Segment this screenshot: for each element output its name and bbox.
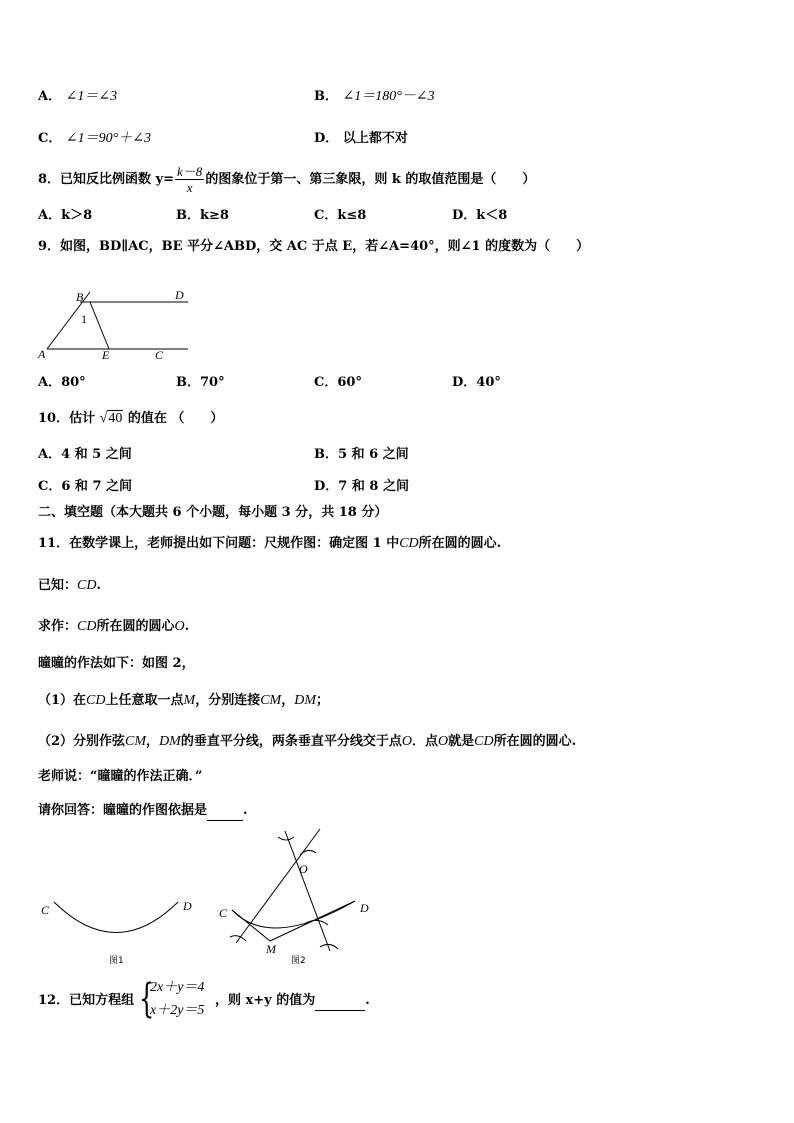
q10-suffix: 的值在 （ ） [127, 411, 224, 426]
q12-suffix [215, 992, 370, 1011]
q7-option-a [38, 88, 117, 106]
label-d: D [360, 901, 369, 915]
arc-cd-symbol: CD [77, 619, 97, 634]
arc-cd-symbol: CD [77, 578, 97, 593]
option-expression: ∠1＝180°－∠3 [342, 89, 435, 104]
q7-option-d [314, 130, 408, 148]
q9-stem: 9．如图，BD∥AC，BE 平分∠ABD，交 AC 于点 E，若∠A=40°，则∠1 的度数为（ ） [38, 239, 590, 254]
label-c: C [41, 903, 50, 917]
arc-cd [54, 902, 178, 933]
answer-blank[interactable] [315, 992, 365, 1011]
bisector-cm [236, 829, 320, 943]
step2-text: 的垂直平分线，两条垂直平分线交于点 [180, 734, 402, 749]
option-label: B． [314, 89, 338, 104]
q11-step-1 [38, 692, 329, 710]
step2-text-2: ．点 [411, 734, 438, 749]
step1-middle: 上任意取一点 [105, 693, 184, 708]
q12-suffix-text: ，则 x+y 的值为 [215, 993, 316, 1008]
separator: ， [146, 734, 160, 749]
arc-cd-symbol: CD [86, 693, 106, 708]
point-o: O [174, 619, 185, 634]
q8-prefix: 8．已知反比例函数 y= [38, 172, 175, 187]
label-d: D [183, 899, 192, 913]
construction-mark [278, 837, 294, 840]
fraction-denominator: x [186, 180, 193, 195]
label-c: C [219, 906, 228, 920]
q12-prefix: 12．已知方程组 [38, 993, 135, 1008]
q11-figure-2 [212, 825, 382, 968]
label-m: M [266, 942, 276, 956]
step1-prefix: （1）在 [38, 693, 87, 708]
q11-stem-suffix: 所在圆的圆心. [418, 536, 502, 551]
q8-stem [38, 163, 535, 197]
option-expression: ∠1＝90°＋∠3 [65, 131, 151, 146]
known-end: . [96, 578, 101, 593]
q8-option-d: D．k＜8 [452, 208, 508, 223]
figure-caption: 图1 [109, 956, 124, 966]
sqrt-expression: √40 [99, 411, 123, 426]
task-middle: 所在圆的圆心 [96, 619, 175, 634]
option-expression: ∠1＝∠3 [65, 89, 118, 104]
q11-step-2 [38, 733, 576, 751]
q10-option-c: C．6 和 7 之间 [38, 479, 133, 494]
task-end: . [184, 619, 190, 634]
q11-figure-1 [38, 895, 208, 970]
q9-figure [36, 268, 192, 366]
q7-option-c [38, 130, 151, 148]
line-be [90, 302, 109, 349]
step2-end: 所在圆的圆心. [493, 734, 577, 749]
point-o: O [438, 734, 449, 749]
point-o: O [401, 734, 412, 749]
fraction-numerator: k－8 [177, 164, 203, 179]
step2-text-3: 就是 [448, 734, 475, 749]
q8-option-b: B．k≥8 [176, 208, 229, 223]
q8-fraction [175, 164, 204, 195]
segment-dm: DM [159, 734, 181, 749]
q11-task [38, 618, 189, 636]
label-c: C [155, 348, 164, 362]
segment-cm: CM [260, 693, 282, 708]
figure-caption: 图2 [291, 956, 306, 966]
q8-option-c: C．k≤8 [314, 208, 367, 223]
known-label: 已知： [38, 578, 78, 593]
q10-option-d: D．7 和 8 之间 [314, 479, 409, 494]
q10-option-b: B．5 和 6 之间 [314, 447, 409, 462]
step2-prefix: （2）分别作弦 [38, 734, 126, 749]
q7-option-b [314, 88, 435, 106]
q10-prefix: 10．估计 [38, 411, 96, 426]
q11-answer-line [38, 802, 248, 821]
option-label: C． [38, 131, 62, 146]
section-title: 二、填空题（本大题共 6 个小题，每小题 3 分，共 18 分） [38, 505, 388, 520]
q11-method-intro: 曈曈的作法如下：如图 2， [38, 656, 195, 671]
q8-option-a: A．k＞8 [38, 208, 93, 223]
task-label: 求作： [38, 619, 78, 634]
q10-option-a: A．4 和 5 之间 [38, 447, 132, 462]
q11-teacher-remark: 老师说：“曈曈的作法正确．” [38, 769, 203, 784]
answer-end: . [243, 803, 248, 818]
option-text: 以上都不对 [342, 131, 408, 146]
step1-end: ； [316, 693, 330, 708]
radicand: 40 [108, 411, 123, 426]
answer-blank[interactable] [207, 802, 243, 821]
q9-option-b: B．70° [176, 375, 225, 390]
point-m: M [183, 693, 196, 708]
label-b: B [76, 290, 84, 304]
label-a: A [38, 347, 46, 361]
answer-prompt: 请你回答：曈曈的作图依据是 [38, 803, 208, 818]
separator: ， [281, 693, 295, 708]
segment-cm: CM [125, 734, 147, 749]
arc-cd-symbol: CD [399, 536, 419, 551]
q9-option-c: C．60° [314, 375, 362, 390]
arc-cd-symbol: CD [474, 734, 494, 749]
label-d: D [175, 288, 184, 302]
system-equation-2: x＋2y＝5 [150, 1003, 205, 1018]
label-o: O [299, 862, 308, 876]
system-brace: { [139, 976, 155, 1022]
system-equation-1: 2x＋y＝4 [150, 980, 205, 995]
option-label: A． [38, 89, 62, 104]
q11-stem-prefix: 11．在数学课上，老师提出如下问题：尺规作图：确定图 1 中 [38, 536, 400, 551]
q12-end: . [365, 993, 370, 1008]
option-label: D． [314, 131, 339, 146]
q9-option-a: A．80° [38, 375, 86, 390]
label-angle-1: 1 [81, 312, 87, 326]
construction-mark [300, 850, 316, 855]
bisector-dm [285, 831, 330, 951]
label-e: E [102, 348, 110, 362]
q11-known [38, 577, 101, 595]
q9-option-d: D．40° [452, 375, 501, 390]
segment-dm: DM [294, 693, 316, 708]
q8-suffix: 的图象位于第一、第三象限，则 k 的取值范围是（ ） [205, 172, 536, 187]
q11-stem [38, 535, 501, 553]
q10-stem [38, 410, 223, 428]
step1-text: ，分别连接 [195, 693, 261, 708]
